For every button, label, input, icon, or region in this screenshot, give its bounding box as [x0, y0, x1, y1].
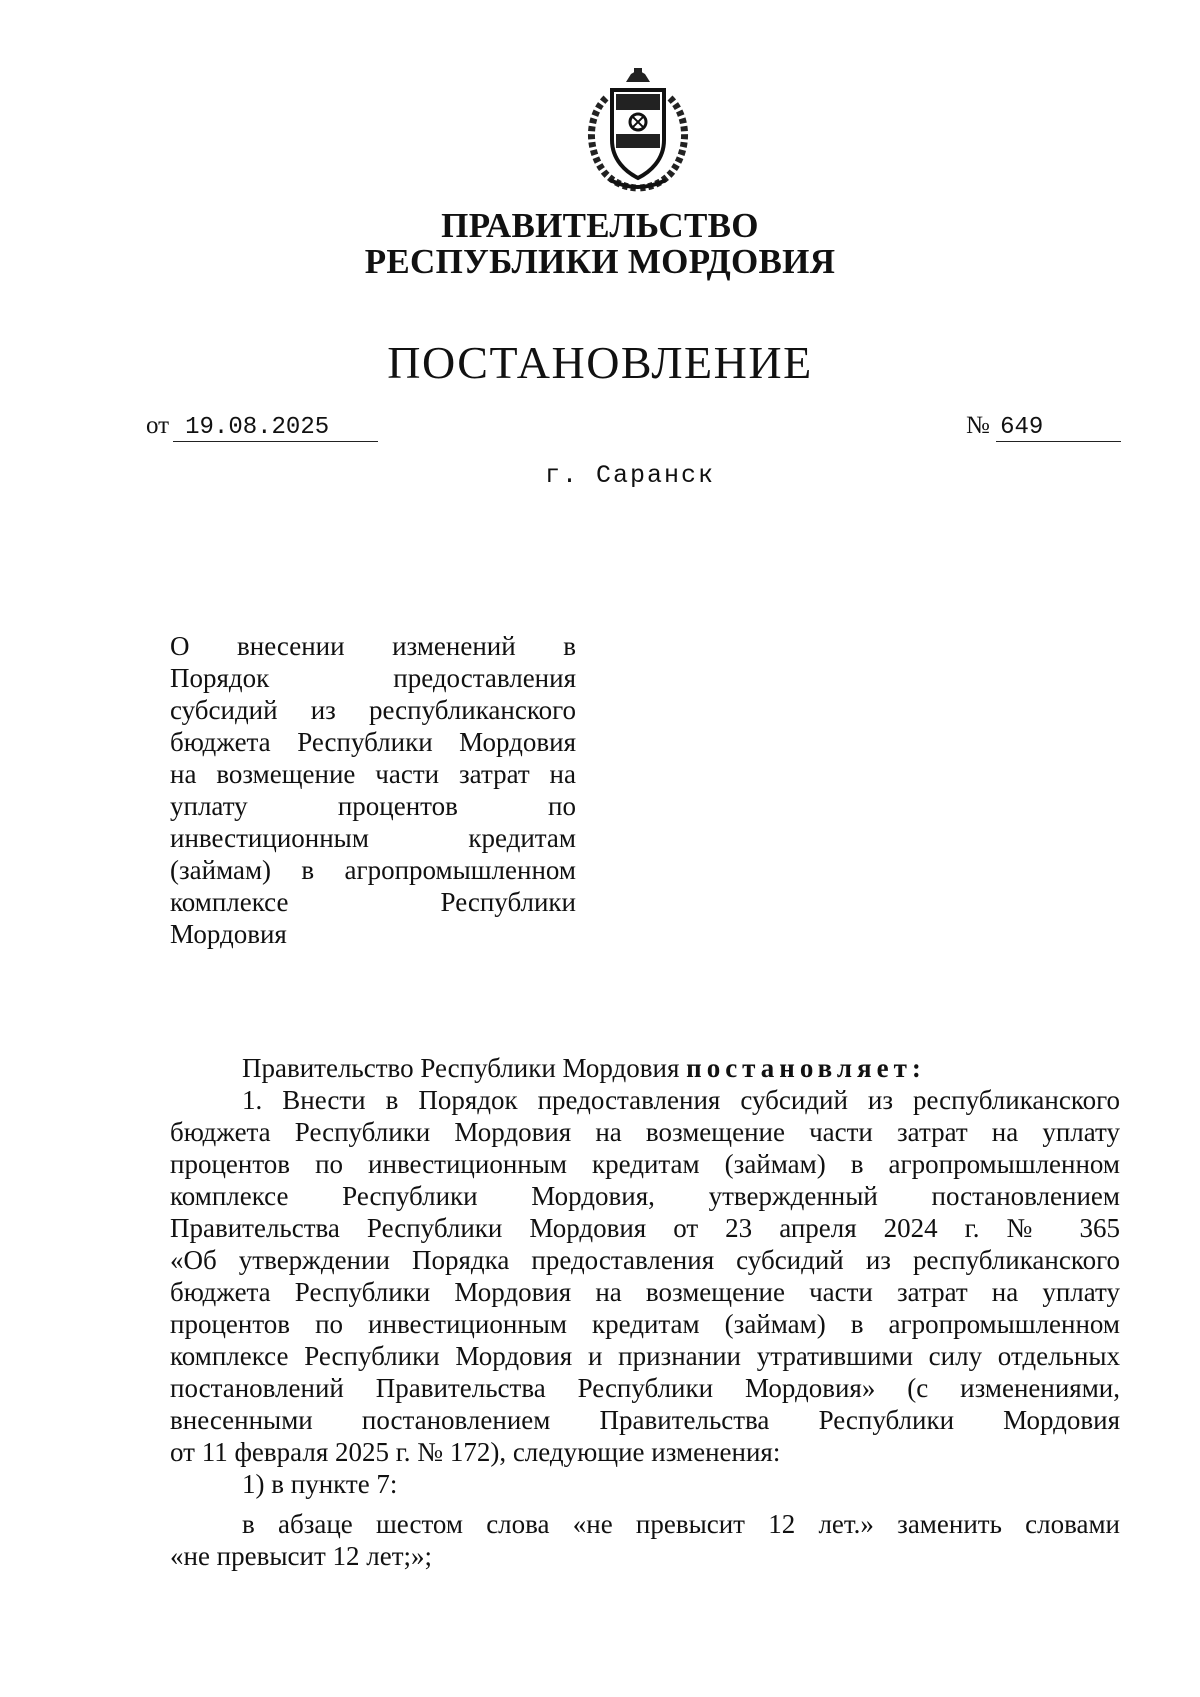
body-line: «не превысит 12 лет;»; [170, 1541, 432, 1571]
body-line: процентов по инвестиционным кредитам (займам) в агропромышленном [170, 1309, 1120, 1339]
body-line: комплексе Республики Мордовия и признании утратившими силу отдельных [170, 1341, 1120, 1371]
body-line: 1. Внести в Порядок предоставления субсидий из республиканского [242, 1085, 1120, 1115]
body-line: процентов по инвестиционным кредитам (займам) в агропромышленном [170, 1149, 1120, 1179]
body-line: комплексе Республики Мордовия, утвержденный постановлением [170, 1181, 1120, 1211]
government-name-line2: РЕСПУБЛИКИ МОРДОВИЯ [364, 242, 836, 281]
subject-line: инвестиционным кредитам [170, 823, 576, 853]
body-line: в абзаце шестом слова «не превысит 12 лет.» заменить словами [242, 1509, 1120, 1539]
number-label: № [966, 412, 990, 439]
document-date: 19.08.2025 [173, 415, 378, 442]
subject-line: комплексе Республики [170, 887, 576, 917]
subject-line: (займам) в агропромышленном [170, 855, 576, 885]
body-intro [242, 1052, 1120, 1084]
body-line: от 11 февраля 2025 г. № 172), следующие изменения: [170, 1437, 781, 1467]
subject-line: уплату процентов по [170, 791, 576, 821]
date-label: от [146, 412, 170, 439]
coat-of-arms-icon [576, 68, 700, 196]
city: г. Саранск [544, 461, 716, 490]
subject-line: на возмещение части затрат на [170, 759, 576, 789]
date-block [146, 410, 378, 442]
document-number: 649 [996, 415, 1121, 442]
body-line: «Об утверждении Порядка предоставления субсидий из республиканского [170, 1245, 1120, 1275]
body-line: 1) в пункте 7: [242, 1469, 398, 1499]
body-line: бюджета Республики Мордовия на возмещение части затрат на уплату [170, 1277, 1120, 1307]
intro-verb: постановляет: [686, 1053, 926, 1083]
subject-line: О внесении изменений в [170, 631, 576, 661]
number-block [966, 410, 1121, 442]
body-line: Правительства Республики Мордовия от 23 апреля 2024 г. № 365 [170, 1213, 1120, 1243]
intro-text: Правительство Республики Мордовия [242, 1053, 680, 1083]
subject-line: бюджета Республики Мордовия [170, 727, 576, 757]
body-line: бюджета Республики Мордовия на возмещение части затрат на уплату [170, 1117, 1120, 1147]
subject-line: Порядок предоставления [170, 663, 576, 693]
subject-line: субсидий из республиканского [170, 695, 576, 725]
subject-line: Мордовия [170, 919, 287, 949]
body-line: внесенными постановлением Правительства Республики Мордовия [170, 1405, 1120, 1435]
body-line: постановлений Правительства Республики Мордовия» (с изменениями, [170, 1373, 1120, 1403]
government-name-line1: ПРАВИТЕЛЬСТВО [441, 206, 759, 245]
document-type: ПОСТАНОВЛЕНИЕ [387, 337, 813, 388]
